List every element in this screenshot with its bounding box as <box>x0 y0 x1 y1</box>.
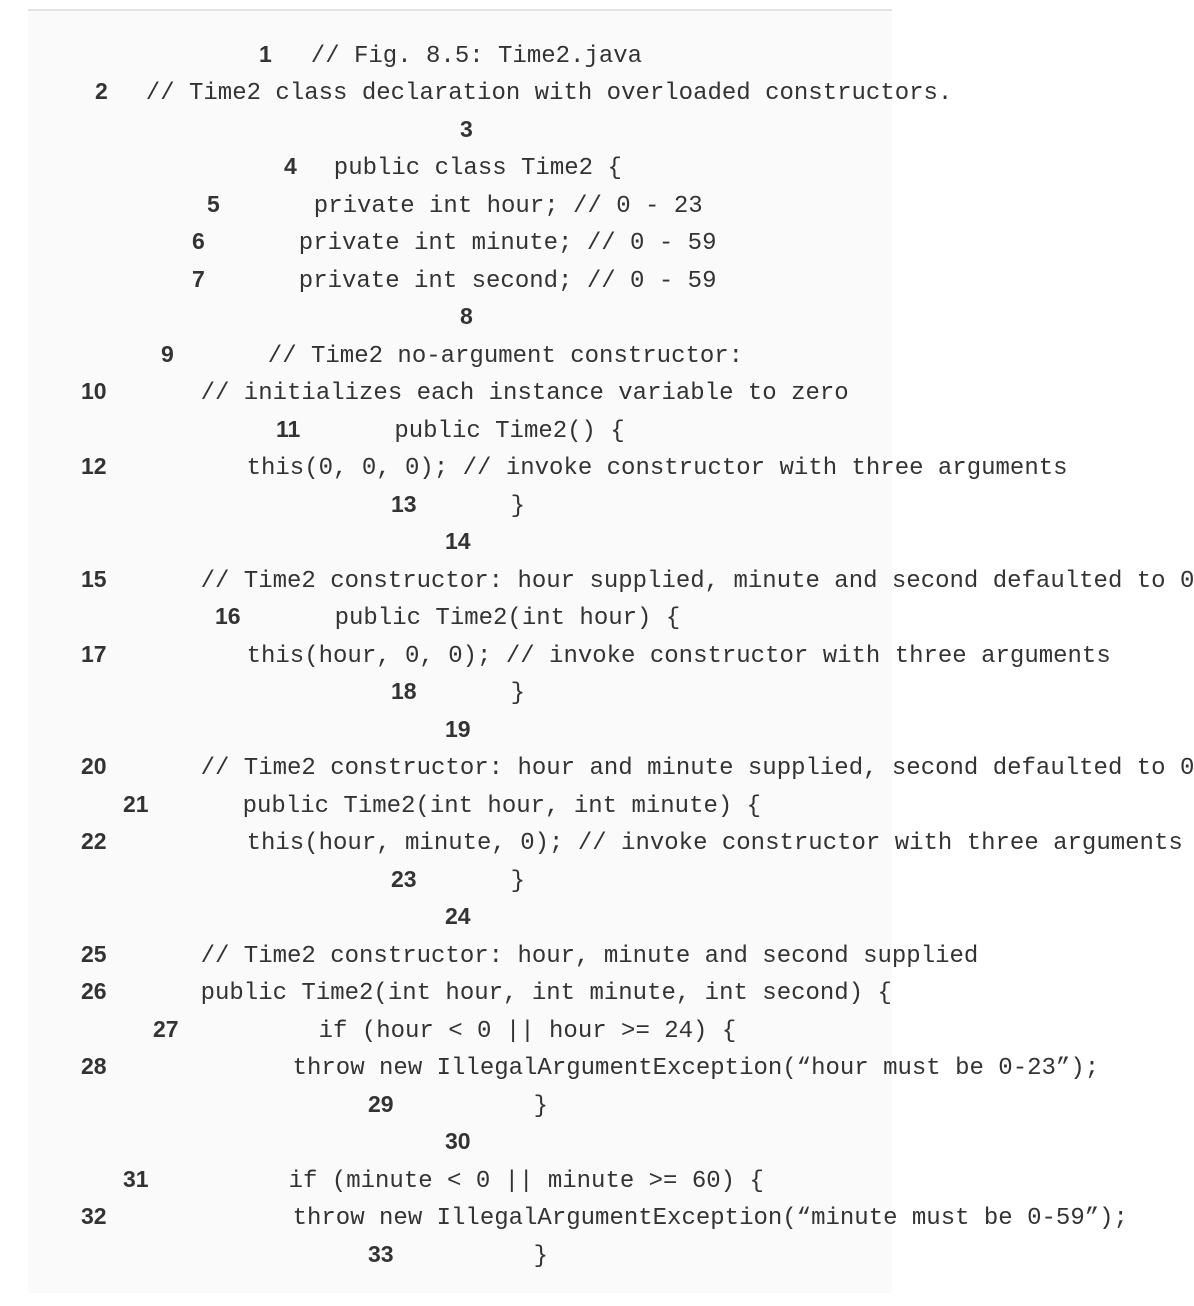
line-number: 25 <box>81 941 107 967</box>
line-number: 2 <box>95 78 108 104</box>
line-number: 24 <box>445 903 471 929</box>
line-code: } <box>510 493 525 520</box>
line-code: // Time2 class declaration with overloaded constructors. <box>145 80 953 107</box>
line-number: 12 <box>81 453 107 479</box>
code-line <box>28 564 1194 594</box>
code-line <box>28 301 473 331</box>
code-line <box>28 189 703 219</box>
line-code: this(hour, minute, 0); // invoke constructor with three arguments <box>246 830 1183 857</box>
line-number: 30 <box>445 1128 471 1154</box>
line-number: 31 <box>123 1166 149 1192</box>
line-number: 8 <box>460 303 473 329</box>
line-code: this(hour, 0, 0); // invoke constructor with three arguments <box>246 643 1111 670</box>
line-code: // Time2 constructor: hour and minute supplied, second defaulted to 0 <box>200 755 1194 782</box>
code-line <box>28 976 892 1006</box>
line-number: 29 <box>368 1091 394 1117</box>
line-code: // initializes each instance variable to zero <box>200 380 849 407</box>
code-line <box>28 264 716 294</box>
code-line <box>28 864 525 894</box>
line-number: 7 <box>192 266 205 292</box>
line-code: public class Time2 { <box>333 155 622 182</box>
line-code: public Time2(int hour, int minute) { <box>242 793 762 820</box>
line-number: 6 <box>192 228 205 254</box>
line-number: 32 <box>81 1203 107 1229</box>
line-number: 18 <box>391 678 417 704</box>
code-line <box>28 939 978 969</box>
line-number: 22 <box>81 828 107 854</box>
code-line <box>28 1089 548 1119</box>
line-code: this(0, 0, 0); // invoke constructor with three arguments <box>246 455 1068 482</box>
line-code: } <box>533 1243 548 1270</box>
line-number: 4 <box>284 153 297 179</box>
line-number: 27 <box>153 1016 179 1042</box>
code-line <box>28 1051 1099 1081</box>
code-line <box>28 226 716 256</box>
code-line <box>28 114 473 144</box>
line-number: 5 <box>207 191 220 217</box>
line-number: 28 <box>81 1053 107 1079</box>
line-number: 10 <box>81 378 107 404</box>
code-line <box>28 901 471 931</box>
line-number: 1 <box>259 41 272 67</box>
line-number: 3 <box>460 116 473 142</box>
code-line <box>28 826 1183 856</box>
code-line <box>28 639 1111 669</box>
code-line <box>28 451 1068 481</box>
line-code: if (hour < 0 || hour >= 24) { <box>318 1018 737 1045</box>
code-line <box>28 751 1194 781</box>
line-code: // Fig. 8.5: Time2.java <box>310 43 643 70</box>
line-number: 14 <box>445 528 471 554</box>
line-number: 15 <box>81 566 107 592</box>
line-code: if (minute < 0 || minute >= 60) { <box>288 1168 764 1195</box>
line-code: public Time2(int hour) { <box>334 605 681 632</box>
code-line <box>28 1201 1128 1231</box>
code-line <box>28 1239 548 1269</box>
line-code: private int hour; // 0 - 23 <box>313 193 703 220</box>
code-listing <box>28 11 1194 1293</box>
line-number: 11 <box>276 416 301 442</box>
code-line <box>28 376 849 406</box>
line-code: // Time2 no-argument constructor: <box>267 343 744 370</box>
code-line <box>28 601 680 631</box>
line-number: 21 <box>123 791 149 817</box>
code-line <box>28 1126 471 1156</box>
line-code: private int second; // 0 - 59 <box>298 268 717 295</box>
line-code: } <box>533 1093 548 1120</box>
line-code: // Time2 constructor: hour supplied, minute and second defaulted to 0 <box>200 568 1194 595</box>
line-code: } <box>510 868 525 895</box>
code-line <box>28 714 471 744</box>
line-code: public Time2() { <box>394 418 625 445</box>
code-line <box>28 676 525 706</box>
code-line <box>28 789 761 819</box>
line-code: public Time2(int hour, int minute, int second) { <box>200 980 892 1007</box>
line-number: 9 <box>161 341 174 367</box>
code-line <box>28 526 471 556</box>
line-number: 33 <box>368 1241 394 1267</box>
line-code: // Time2 constructor: hour, minute and second supplied <box>200 943 979 970</box>
code-line <box>28 489 525 519</box>
code-line <box>28 151 622 181</box>
code-line <box>28 39 642 69</box>
code-line <box>28 1014 736 1044</box>
line-number: 19 <box>445 716 471 742</box>
line-number: 20 <box>81 753 107 779</box>
line-code: throw new IllegalArgumentException(“hour must be 0-23”); <box>292 1055 1100 1082</box>
code-line <box>28 339 743 369</box>
line-code: throw new IllegalArgumentException(“minute must be 0-59”); <box>292 1205 1128 1232</box>
line-number: 23 <box>391 866 417 892</box>
code-line <box>28 414 625 444</box>
line-number: 26 <box>81 978 107 1004</box>
line-code: } <box>510 680 525 707</box>
code-line <box>28 76 952 106</box>
line-code: private int minute; // 0 - 59 <box>298 230 717 257</box>
line-number: 13 <box>391 491 417 517</box>
line-number: 16 <box>215 603 241 629</box>
code-line <box>28 1164 764 1194</box>
line-number: 17 <box>81 641 107 667</box>
